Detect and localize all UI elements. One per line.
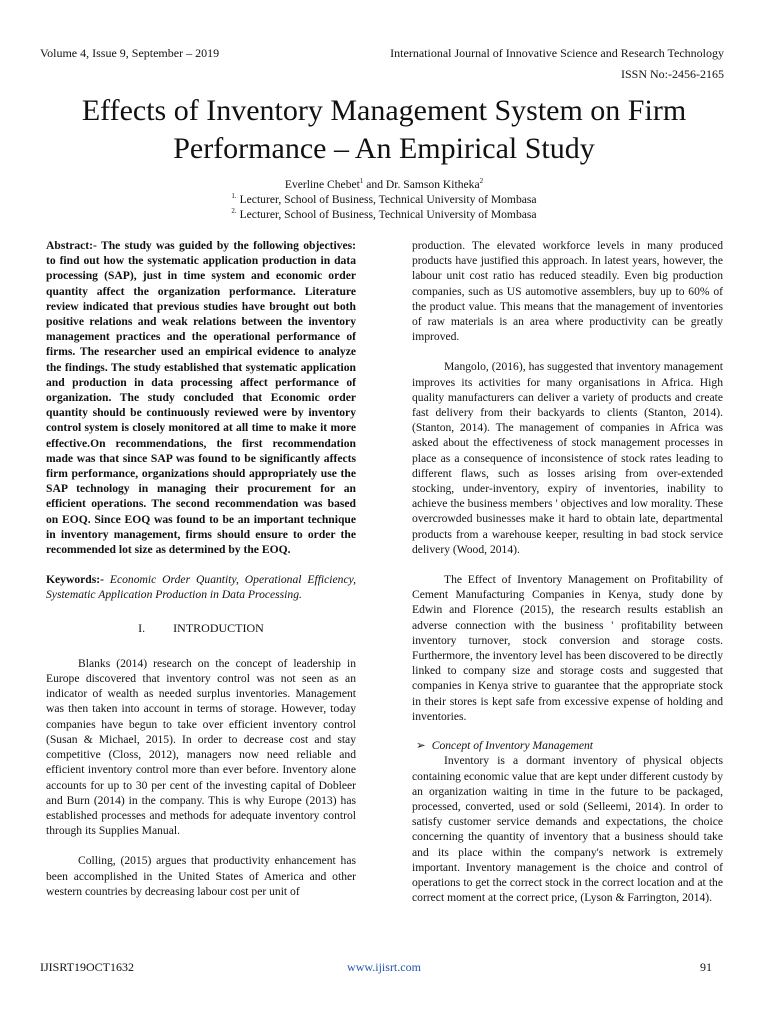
right-column: [412, 238, 723, 905]
paper-title: Effects of Inventory Management System on Firm Performance – An Empirical Study: [81, 94, 687, 165]
keywords-text: Economic Order Quantity, Operational Efficiency, Systematic Application Production in Data Processing.: [46, 573, 356, 602]
intro-paragraph-2: Colling, (2015) argues that productivity enhancement has been accomplished in the United States of America and other western countries by decreasing labour cost per unit of: [46, 854, 356, 898]
authors: [40, 178, 728, 192]
article-code: IJISRT19OCT1632: [40, 960, 134, 974]
journal-name: International Journal of Innovative Science and Research Technology: [390, 46, 724, 60]
right-paragraph-0: production. The elevated workforce levels in many produced products have justified this approach. In latest years, however, the labour unit cost ratio has reduced steadily. Even big production companies, such as US automotive assemblers, buy up to 60% of the product value. This means that the management of inventories of raw materials is an area where productivity can be greatly improved.: [412, 239, 723, 344]
intro-paragraph-1: Blanks (2014) research on the concept of leadership in Europe discovered that inventory control was not seen as an indicator of wealth as needed surplus inventories. Management was then taken into account in terms of storage. However, today companies have begun to take over efficient inventory control (Susan & Michael, 2015). In order to decrease cost and stay competitive (Closs, 2012), managers now need reliable and efficient inventory control more than ever before. Inventory alone accounts for up to 30 per cent of the investing capital of Dobleer and Burn (2014) in the company. This is why Europe (2013) has established processes and methods for adequate inventory control through its Supplies Manual.: [46, 656, 356, 838]
subheading-concept-text: Concept of Inventory Management: [431, 739, 594, 753]
affiliation-2-num: 2.: [231, 207, 237, 216]
keywords-label: Keywords:-: [46, 573, 104, 587]
author-connector: and Dr. Samson Kitheka: [363, 178, 480, 191]
section-heading-introduction: [46, 621, 356, 636]
issn: ISSN No:-2456-2165: [620, 67, 724, 81]
affiliation-2-text: Lecturer, School of Business, Technical University of Mombasa: [236, 208, 537, 221]
author-1-sup: 1: [359, 177, 364, 186]
affiliation-2: [40, 208, 728, 222]
subheading-concept: [412, 738, 723, 753]
section-number: I.: [138, 620, 146, 635]
abstract-text: The study was guided by the following objectives: to find out how the systematic application production in data processing (SAP), just in time system and economic order quantity affect the organization performance. Literature review indicated that previous studies have brought out both positive relations and weak relations between the inventory management practices and the operational performance of firms. The researcher used an empirical evidence to analyze the findings. The study established that systematic application and production in data processing affect performance of organization. The study concluded that Economic order quantity should be continuously reviewed were by inventory control system is closely monitored at all time to make it more effective.On recommendations, the first recommendation made was that since SAP was found to be significantly affects firm performance, organizations should appropriately use the SAP technology in managing their procurement for an efficient operations. The second recommendation was based on EOQ. Since EOQ was found to be an important technique in inventory management, firms should ensure to order the recommended lot size as determined by the EOQ.: [46, 239, 356, 557]
author-1: Everline Chebet: [284, 178, 360, 191]
left-column: [46, 238, 356, 899]
section-title: INTRODUCTION: [173, 620, 264, 635]
right-paragraph-3: Inventory is a dormant inventory of physical objects containing economic value that are kept under different custody by an organization waiting in time in the future to be packaged, processed, converted, used or sold (Selleemi, 2014). In order to satisfy customer service demands and expectations, the choice concerning the quantity of inventory that a business should take and its place within the company's network is extremely important. Inventory management is the choice and control of operations to get the correct stock in the correct location and at the correct moment at the correct price, (Lyson & Farrington, 2014).: [412, 754, 723, 905]
site-link[interactable]: www.ijisrt.com: [347, 960, 421, 974]
abstract-label: Abstract:-: [46, 239, 97, 252]
page-number: 91: [700, 960, 712, 974]
affiliation-1: [40, 193, 728, 207]
abstract: [46, 238, 356, 557]
keywords: [46, 572, 356, 602]
affiliation-1-text: Lecturer, School of Business, Technical University of Mombasa: [236, 193, 537, 206]
volume-info: Volume 4, Issue 9, September – 2019: [40, 46, 220, 60]
affiliation-1-num: 1.: [231, 192, 237, 201]
right-paragraph-1: Mangolo, (2016), has suggested that inventory management improves its activities for many organisations in Africa. High quality manufacturers can deliver a variety of products and create fast delivery from their backyards to clients (Stanton, 2014). (Stanton, 2014). The management of companies in Africa was asked about the effectiveness of stock management processes in place as a consequence of inconsistence of stock rates leading to different flaws, such as losses arising from over-extended stocking, under-inventory, expiry of inventories, inability to achieve the business members ' objectives and low morality. These overcrowded businesses make it hard to obtain late, departmental products from a warehouse keeper, resulting in bad stock service delivery (Wood, 2014).: [412, 360, 723, 556]
right-paragraph-2: The Effect of Inventory Management on Profitability of Cement Manufacturing Companies in Kenya, study done by Edwin and Florence (2015), the research results establish an adverse connection with the business ' profitability between inventory turnover, stock conversion and storage costs. Furthermore, the inventory level has been discovered to be directly linked to company size and storage costs and suggested that companies in Kenya strive to guarantee that the appropriate stock in their stores is kept safe from excessive expense of holding and inventories.: [412, 573, 723, 723]
author-2-sup: 2: [479, 177, 484, 186]
arrow-bullet-icon: ➢: [416, 739, 426, 753]
